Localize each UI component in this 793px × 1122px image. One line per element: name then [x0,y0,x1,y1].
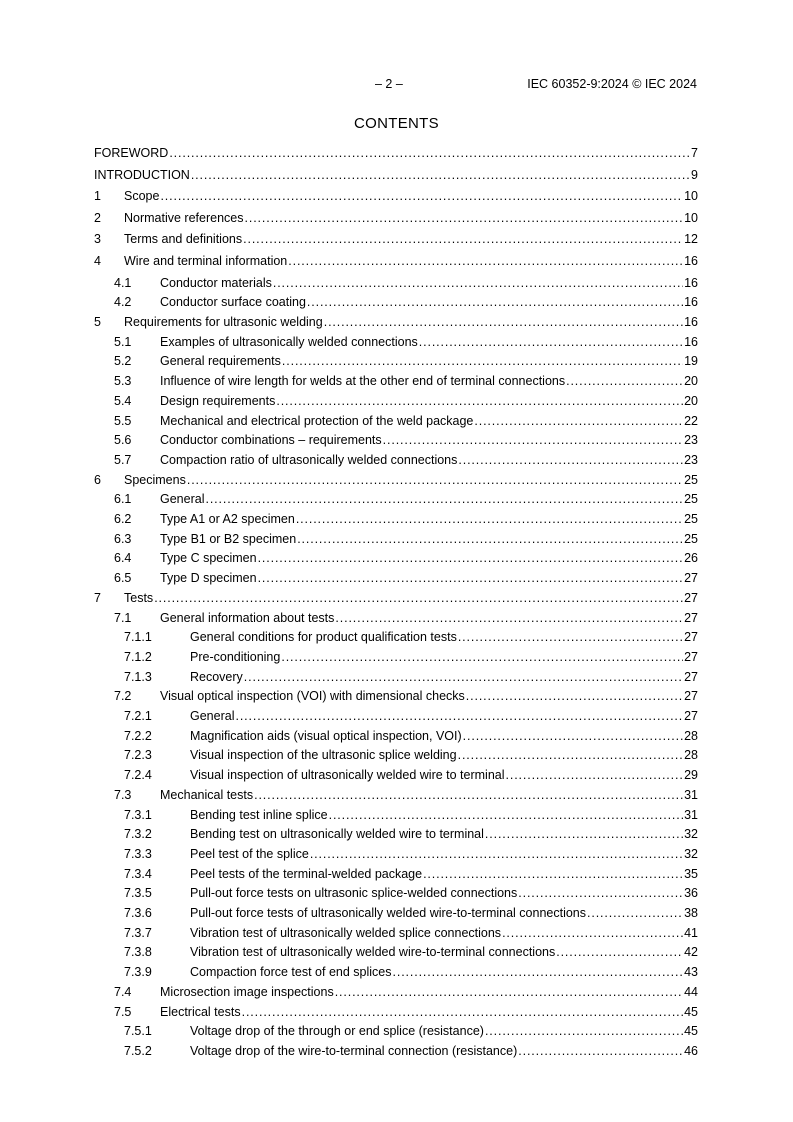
toc-entry-number: 5 [94,315,101,329]
dot-leader [282,353,683,369]
toc-entry[interactable] [94,984,698,1000]
toc-entry-title: FOREWORD [94,146,169,160]
toc-entry-title: Scope [124,189,160,204]
toc-entry-title: Compaction ratio of ultrasonically welded connections [160,452,458,467]
toc-entry[interactable] [94,275,698,291]
dot-leader [458,452,683,468]
toc-entry-page: 16 [684,334,698,349]
toc-entry-title: Design requirements [160,393,276,408]
toc-entry[interactable] [94,314,698,330]
toc-entry-title: Conductor combinations – requirements [160,433,382,448]
toc-entry[interactable] [94,393,698,409]
toc-entry-title: Vibration test of ultrasonically welded wire-to-terminal connections [190,945,556,960]
toc-entry-title: Bending test inline splice [190,807,328,822]
dot-leader [458,747,684,763]
toc-entry-title: Examples of ultrasonically welded connections [160,334,418,349]
toc-entry-page: 27 [684,610,698,625]
toc-entry[interactable] [94,531,698,547]
toc-entry[interactable] [94,807,698,823]
toc-entry-number: 7.3.2 [124,827,152,842]
toc-entry[interactable] [94,629,698,645]
toc-entry-number: 7.2.2 [124,728,152,743]
toc-entry-page: 31 [684,787,698,802]
toc-entry[interactable] [94,511,698,527]
dot-leader [329,807,684,823]
toc-entry[interactable] [94,210,698,226]
toc-entry[interactable] [94,432,698,448]
dot-leader [518,1043,683,1059]
toc-entry-page: 25 [684,512,698,526]
toc-entry-number: 7.3.8 [124,945,152,960]
toc-entry-number: 7.1.3 [124,669,152,684]
toc-entry[interactable] [94,334,698,350]
dot-leader [281,649,683,665]
toc-entry-number: 5.5 [114,413,132,428]
dot-leader [244,669,683,685]
toc-entry[interactable] [94,188,698,204]
toc-entry-number: 7.2 [114,689,132,704]
toc-entry-number: 6.5 [114,571,132,586]
toc-entry[interactable] [94,145,698,161]
toc-entry-title: Visual inspection of the ultrasonic splice welding [190,748,457,763]
toc-entry-title: Visual inspection of ultrasonically welded wire to terminal [190,768,505,783]
toc-entry-number: 3 [94,232,101,247]
dot-leader [254,787,683,803]
toc-entry-number: 4.2 [114,295,132,310]
toc-entry-number: 1 [94,189,101,204]
toc-entry-page: 27 [684,689,698,704]
dot-leader [160,188,683,204]
toc-entry-title: Visual optical inspection (VOI) with dimensional checks [160,689,465,704]
toc-entry[interactable] [94,253,698,269]
toc-entry-page: 9 [691,167,698,182]
dot-leader [485,826,683,842]
toc-entry-page: 28 [684,728,698,743]
toc-entry-number: 7.2.1 [124,709,152,723]
toc-entry-number: 7.1.2 [124,649,152,664]
toc-entry-page: 45 [684,1004,698,1019]
toc-entry[interactable] [94,550,698,566]
toc-entry[interactable] [94,491,698,507]
toc-entry-page: 23 [684,452,698,467]
toc-entry[interactable] [94,747,698,763]
toc-entry-title: Type C specimen [160,551,257,566]
toc-entry-number: 7.3.7 [124,925,152,940]
dot-leader [187,472,683,488]
dot-leader [288,253,683,269]
toc-entry-page: 42 [684,945,698,960]
toc-entry-title: Microsection image inspections [160,984,334,999]
toc-entry-page: 27 [684,669,698,684]
toc-entry-number: 5.6 [114,433,132,448]
toc-entry-page: 46 [684,1043,698,1058]
dot-leader [518,885,683,901]
toc-entry-title: Pre-conditioning [190,649,281,664]
toc-entry-page: 16 [684,254,698,268]
toc-entry[interactable] [94,728,698,744]
dot-leader [587,905,683,921]
toc-entry-title: General information about tests [160,610,335,625]
toc-entry-page: 25 [684,492,698,507]
contents-title: CONTENTS [354,115,439,132]
toc-entry-page: 10 [684,189,698,204]
toc-entry-title: Tests [124,590,154,605]
toc-entry[interactable] [94,373,698,389]
toc-entry-title: Magnification aids (visual optical inspection, VOI) [190,728,462,743]
toc-entry-page: 7 [691,146,698,160]
toc-entry-page: 38 [684,906,698,920]
toc-entry-title: Wire and terminal information [124,254,288,268]
toc-entry-number: 7.3.3 [124,846,152,861]
toc-entry[interactable] [94,964,698,980]
toc-entry-page: 27 [684,709,698,723]
toc-entry-page: 23 [684,433,698,448]
toc-entry[interactable] [94,669,698,685]
toc-entry[interactable] [94,1043,698,1059]
dot-leader [463,728,683,744]
toc-entry-page: 35 [684,866,698,881]
toc-entry[interactable] [94,570,698,586]
toc-entry-number: 2 [94,210,101,225]
toc-entry-page: 36 [684,886,698,901]
toc-entry-title: Normative references [124,210,244,225]
toc-entry-title: Bending test on ultrasonically welded wire to terminal [190,827,484,842]
dot-leader [307,294,683,310]
toc-entry[interactable] [94,708,698,724]
toc-entry-page: 20 [684,374,698,389]
toc-entry-number: 7.5.1 [124,1024,152,1039]
toc-entry-title: Voltage drop of the wire-to-terminal connection (resistance) [190,1043,518,1058]
toc-entry-page: 27 [684,649,698,664]
toc-entry-number: 6.4 [114,551,132,566]
toc-entry[interactable] [94,688,698,704]
toc-entry[interactable] [94,413,698,429]
dot-leader [273,275,683,291]
toc-entry-number: 7.3 [114,787,132,802]
toc-entry-number: 5.3 [114,374,132,389]
toc-entry-title: Recovery [190,669,243,684]
toc-entry-title: Conductor surface coating [160,295,306,310]
toc-entry[interactable] [94,649,698,665]
toc-entry-number: 6 [94,472,101,487]
toc-entry-title: General [190,709,235,723]
toc-entry-page: 27 [684,571,698,586]
toc-entry-number: 5.7 [114,452,132,467]
dot-leader [502,925,683,941]
toc-entry-page: 22 [684,413,698,428]
toc-entry-title: Compaction force test of end splices [190,965,392,980]
dot-leader [296,511,683,527]
toc-entry-number: 6.2 [114,512,132,526]
toc-entry-title: Conductor materials [160,275,272,290]
toc-entry-number: 7.1.1 [124,630,152,645]
dot-leader [324,314,683,330]
toc-entry[interactable] [94,866,698,882]
toc-entry[interactable] [94,1023,698,1039]
toc-entry-number: 7 [94,590,101,605]
toc-entry-title: Pull-out force tests on ultrasonic splice-welded connections [190,886,518,901]
toc-entry-title: Mechanical and electrical protection of the weld package [160,413,474,428]
toc-entry-title: Pull-out force tests of ultrasonically welded wire-to-terminal connections [190,906,587,920]
toc-entry-number: 4 [94,254,101,268]
dot-leader [242,1004,684,1020]
toc-entry-page: 25 [684,472,698,487]
dot-leader [276,393,683,409]
toc-entry[interactable] [94,167,698,183]
toc-entry-number: 6.1 [114,492,132,507]
toc-entry[interactable] [94,767,698,783]
toc-entry-title: Electrical tests [160,1004,241,1019]
toc-entry[interactable] [94,905,698,921]
dot-leader [566,373,683,389]
toc-entry[interactable] [94,610,698,626]
dot-leader [335,610,683,626]
toc-entry-title: General requirements [160,354,281,369]
toc-entry[interactable] [94,787,698,803]
toc-entry-page: 16 [684,295,698,310]
toc-entry[interactable] [94,231,698,247]
dot-leader [310,846,683,862]
toc-entry[interactable] [94,472,698,488]
toc-entry-page: 16 [684,315,698,329]
toc-entry-title: Requirements for ultrasonic welding [124,315,323,329]
document-reference: IEC 60352-9:2024 © IEC 2024 [527,77,697,91]
toc-entry-page: 29 [684,768,698,783]
toc-entry[interactable] [94,944,698,960]
dot-leader [258,550,684,566]
toc-entry-number: 5.4 [114,393,132,408]
dot-leader [556,944,683,960]
dot-leader [297,531,683,547]
toc-entry-number: 5.1 [114,334,132,349]
toc-entry-number: 7.2.4 [124,768,152,783]
toc-entry-title: Specimens [124,472,186,487]
toc-entry-page: 16 [684,275,698,290]
toc-entry-page: 43 [684,965,698,980]
dot-leader [485,1023,683,1039]
toc-entry[interactable] [94,353,698,369]
toc-entry-number: 7.1 [114,610,132,625]
dot-leader [423,866,683,882]
toc-entry-page: 12 [684,232,698,247]
dot-leader [154,590,683,606]
page-number: – 2 – [375,77,403,91]
toc-entry-number: 5.2 [114,354,132,369]
toc-entry-title: Mechanical tests [160,787,254,802]
toc-entry-title: Type D specimen [160,571,257,586]
toc-entry-page: 27 [684,630,698,645]
dot-leader [169,145,690,161]
toc-entry-title: Vibration test of ultrasonically welded splice connections [190,925,502,940]
toc-entry-title: Peel test of the splice [190,846,309,861]
toc-entry-page: 20 [684,393,698,408]
toc-entry-number: 7.3.4 [124,866,152,881]
toc-entry-page: 32 [684,846,698,861]
dot-leader [458,629,683,645]
toc-entry-number: 7.5.2 [124,1043,152,1058]
dot-leader [474,413,683,429]
dot-leader [383,432,683,448]
toc-entry-page: 25 [684,531,698,546]
toc-entry[interactable] [94,452,698,468]
dot-leader [235,708,683,724]
toc-entry-page: 26 [684,551,698,566]
dot-leader [466,688,683,704]
dot-leader [258,570,684,586]
toc-entry-title: Type A1 or A2 specimen [160,512,295,526]
toc-entry[interactable] [94,925,698,941]
dot-leader [245,210,684,226]
dot-leader [243,231,683,247]
toc-entry-title: Influence of wire length for welds at the other end of terminal connections [160,374,566,389]
toc-entry-page: 31 [684,807,698,822]
dot-leader [205,491,683,507]
toc-entry-number: 7.3.9 [124,965,152,980]
toc-entry-page: 41 [684,925,698,940]
dot-leader [335,984,683,1000]
toc-entry-number: 4.1 [114,275,132,290]
toc-entry-number: 7.3.6 [124,906,152,920]
dot-leader [419,334,683,350]
toc-entry-page: 27 [684,590,698,605]
toc-entry-page: 32 [684,827,698,842]
toc-entry-title: Terms and definitions [124,232,243,247]
toc-entry-number: 7.3.5 [124,886,152,901]
dot-leader [506,767,684,783]
toc-entry-page: 28 [684,748,698,763]
toc-entry-title: Voltage drop of the through or end splice (resistance) [190,1024,484,1039]
toc-entry-page: 44 [684,984,698,999]
toc-entry-title: General conditions for product qualification tests [190,630,457,645]
toc-entry-number: 7.2.3 [124,748,152,763]
toc-entry[interactable] [94,885,698,901]
toc-entry-page: 45 [684,1024,698,1039]
toc-entry-title: General [160,492,205,507]
toc-entry-title: Peel tests of the terminal-welded package [190,866,423,881]
toc-entry-title: INTRODUCTION [94,167,190,182]
toc-entry-number: 7.4 [114,984,132,999]
toc-entry[interactable] [94,826,698,842]
toc-entry-title: Type B1 or B2 specimen [160,531,297,546]
toc-entry-page: 10 [684,210,698,225]
toc-entry-number: 7.5 [114,1004,132,1019]
dot-leader [191,167,690,183]
dot-leader [393,964,684,980]
toc-entry-number: 6.3 [114,531,132,546]
toc-entry[interactable] [94,294,698,310]
toc-entry[interactable] [94,846,698,862]
toc-entry[interactable] [94,590,698,606]
toc-entry-number: 7.3.1 [124,807,152,822]
toc-entry-page: 19 [684,354,698,369]
toc-entry[interactable] [94,1004,698,1020]
